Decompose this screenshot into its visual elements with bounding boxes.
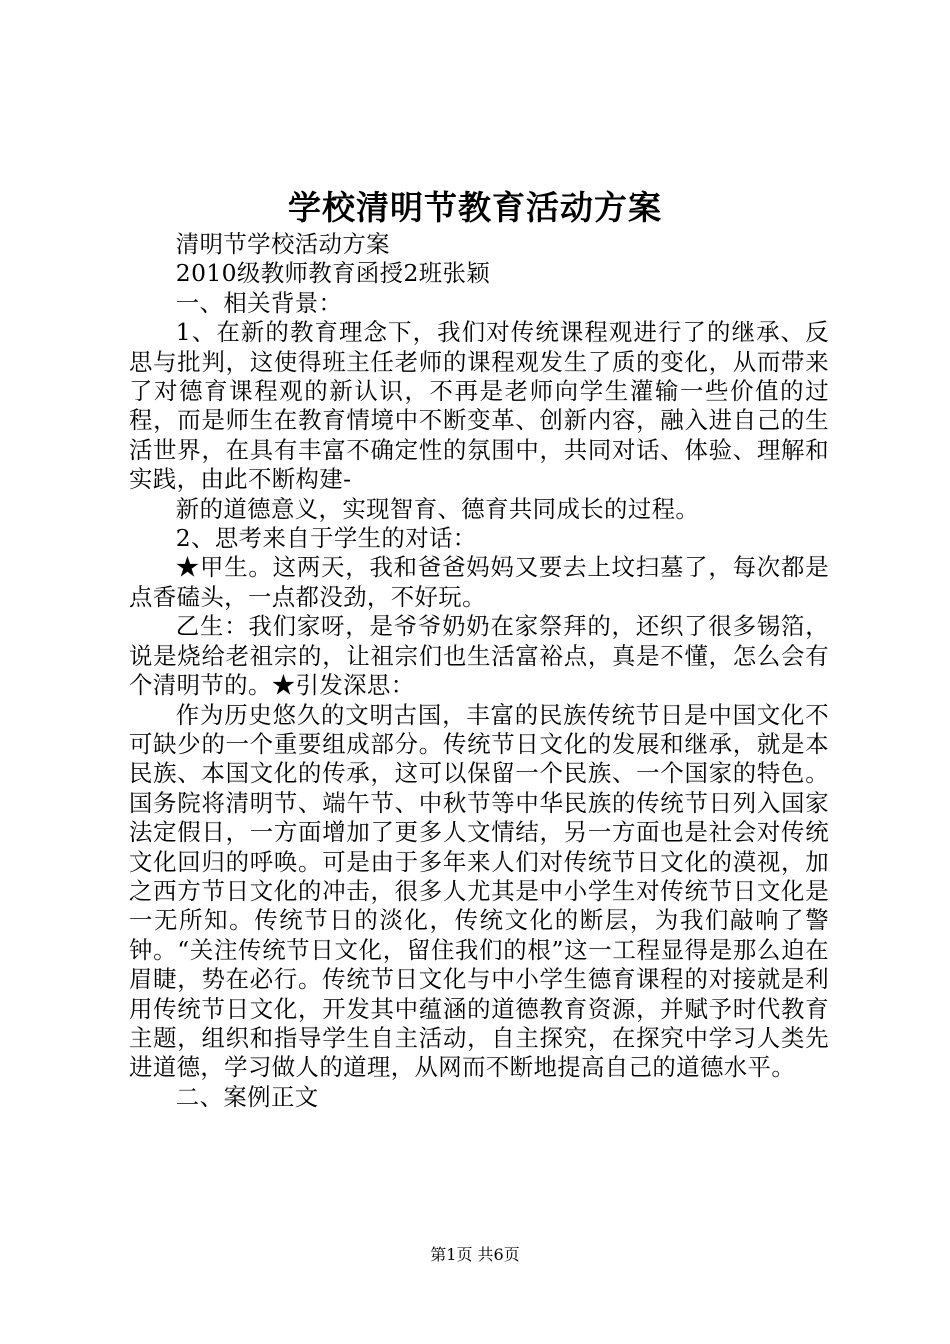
paragraph: 1、在新的教育理念下，我们对传统课程观进行了的继承、反思与批判，这使得班主任老师的课程观发生了质的变化，从而带来了对德育课程观的新认识，不再是老师向学生灌输一些价值的过程，而是师生在教育情境中不断变革、创新内容，融入进自己的生活世界，在具有丰富不确定性的氛围中，共同对话、体验、理解和实践，由此不断构建- xyxy=(129,318,829,494)
document-title: 学校清明节教育活动方案 xyxy=(288,188,662,227)
paragraph: 作为历史悠久的文明古国，丰富的民族传统节日是中国文化不可缺少的一个重要组成部分。传统节日文化的发展和继承，就是本民族、本国文化的传承，这可以保留一个民族、一个国家的特色。国务院将清明节、端午节、中秋节等中华民族的传统节日列入国家法定假日，一方面增加了更多人文情结，另一方面也是社会对传统文化回归的呼唤。可是由于多年来人们对传统节日文化的漠视，加之西方节日文化的冲击，很多人尤其是中小学生对传统节日文化是一无所知。传统节日的淡化，传统文化的断层，为我们敲响了警钟。“关注传统节日文化，留住我们的根”这一工程显得是那么迫在眉睫，势在必行。传统节日文化与中小学生德育课程的对接就是利用传统节日文化，开发其中蕴涵的道德教育资源，并赋予时代教育主题，组织和指导学生自主活动，自主探究，在探究中学习人类先进道德，学习做人的道理，从网而不断地提高自己的道德水平。 xyxy=(129,700,829,1082)
paragraph: 二、案例正文 xyxy=(175,1082,319,1111)
paragraph: 乙生：我们家呀，是爷爷奶奶在家祭拜的，还织了很多锡箔，说是烧给老祖宗的，让祖宗们也生活富裕点，真是不懂，怎么会有个清明节的。★引发深思： xyxy=(129,612,829,700)
paragraph: ★甲生。这两天，我和爸爸妈妈又要去上坟扫墓了，每次都是点香磕头，一点都没劲，不好玩。 xyxy=(129,553,829,611)
paragraph: 清明节学校活动方案 xyxy=(175,230,390,258)
paragraph: 新的道德意义，实现智育、德育共同成长的过程。 xyxy=(175,494,700,523)
paragraph: 2、思考来自于学生的对话： xyxy=(175,524,477,553)
page-footer: 第1页 共6页 xyxy=(430,1245,520,1264)
document-body xyxy=(129,230,829,1112)
paragraph: 一、相关背景： xyxy=(175,288,343,317)
paragraph: 2010级教师教育函授2班张颖 xyxy=(175,259,491,288)
